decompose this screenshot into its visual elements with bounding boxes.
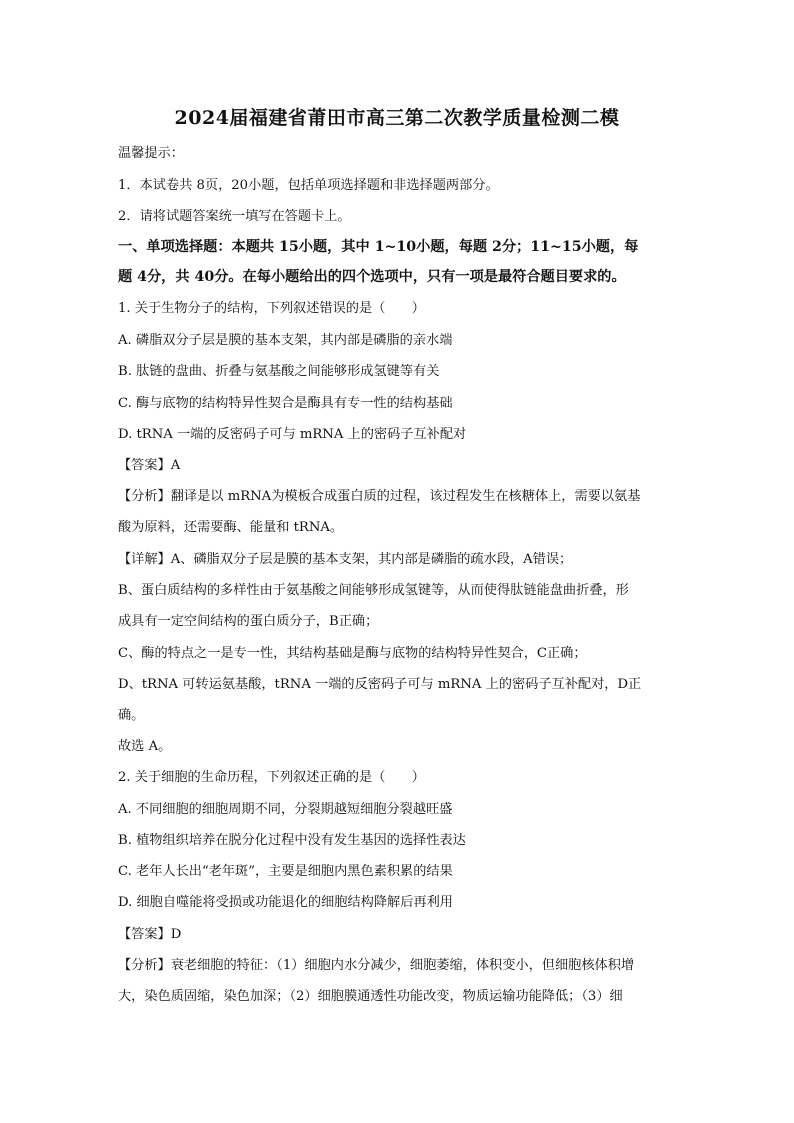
q2-answer: 【答案】D [118,927,182,942]
q2-option-a: A. 不同细胞的细胞周期不同，分裂期越短细胞分裂越旺盛 [118,802,453,817]
q1-detail-4: C、酶的特点之一是专一性，其结构基础是酶与底物的结构特异性契合，C正确； [118,646,587,661]
intro-tip-1: 1．本试卷共 8页，20小题，包括单项选择题和非选择题两部分。 [118,178,499,193]
q1-detail-6: 确。 [118,708,145,723]
q1-detail-2: B、蛋白质结构的多样性由于氨基酸之间能够形成氢键等，从而使得肽链能盘曲折叠，形 [118,583,629,598]
q2-stem: 2. 关于细胞的生命历程，下列叙述正确的是（ ） [118,770,425,785]
section-heading-line-1: 一、单项选择题：本题共 15小题，其中 1~10小题，每题 2分；11~15小题，每 [118,239,639,255]
q2-option-d: D. 细胞自噬能将受损或功能退化的细胞结构降解后再利用 [118,895,453,910]
intro-tip-2: 2．请将试题答案统一填写在答题卡上。 [118,209,351,224]
q1-analysis-2: 酸为原料，还需要酶、能量和 tRNA。 [118,520,344,535]
q2-analysis-1: 【分析】衰老细胞的特征：（1）细胞内水分减少，细胞萎缩，体积变小，但细胞核体积增 [118,958,635,973]
q1-option-d: D. tRNA 一端的反密码子可与 mRNA 上的密码子互补配对 [118,427,467,442]
q1-detail-1: 【详解】A、磷脂双分子层是膜的基本支架，其内部是磷脂的疏水段，A错误； [118,552,573,567]
intro-label: 温馨提示： [118,146,184,161]
page-title: 2024届福建省莆田市高三第二次教学质量检测二模 [174,107,620,129]
q2-analysis-2: 大，染色质固缩，染色加深；（2）细胞膜通透性功能改变，物质运输功能降低；（3）细 [118,989,623,1004]
q1-stem: 1. 关于生物分子的结构，下列叙述错误的是（ ） [118,301,425,316]
q1-detail-3: 成具有一定空间结构的蛋白质分子，B正确； [118,614,379,629]
q1-option-c: C. 酶与底物的结构特异性契合是酶具有专一性的结构基础 [118,396,453,411]
q1-detail-5: D、tRNA 可转运氨基酸，tRNA 一端的反密码子可与 mRNA 上的密码子互补配对，D正 [118,677,642,692]
q1-detail-7: 故选 A。 [118,739,172,754]
q2-option-b: B. 植物组织培养在脱分化过程中没有发生基因的选择性表达 [118,833,466,848]
q1-option-b: B. 肽链的盘曲、折叠与氨基酸之间能够形成氢键等有关 [118,364,440,379]
q1-option-a: A. 磷脂双分子层是膜的基本支架，其内部是磷脂的亲水端 [118,333,453,348]
q1-analysis-1: 【分析】翻译是以 mRNA为模板合成蛋白质的过程，该过程发生在核糖体上，需要以氨基 [118,489,641,504]
q2-option-c: C. 老年人长出“老年斑”，主要是细胞内黑色素积累的结果 [118,864,453,879]
q1-answer: 【答案】A [118,458,181,473]
section-heading-line-2: 题 4分，共 40分。在每小题给出的四个选项中，只有一项是最符合题目要求的。 [118,269,626,285]
